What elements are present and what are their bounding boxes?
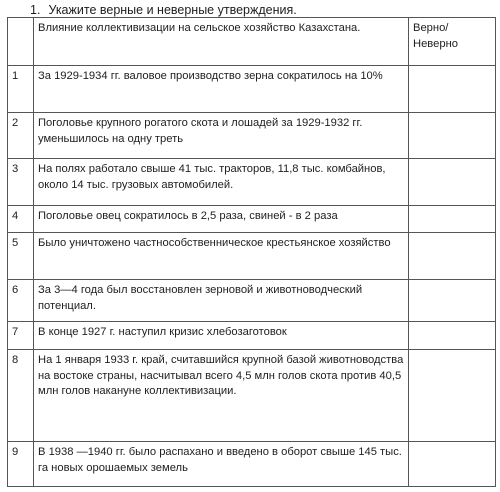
row-answer-cell[interactable] xyxy=(409,206,496,233)
task-heading xyxy=(30,2,297,18)
table-row xyxy=(8,280,496,322)
header-statement-cell: Влияние коллективизации на сельское хозяйство Казахстана. xyxy=(34,18,409,66)
statements-table xyxy=(7,17,496,487)
row-number: 7 xyxy=(8,322,34,350)
row-answer-cell[interactable] xyxy=(409,350,496,442)
header-answer-cell: Верно/ Неверно xyxy=(409,18,496,66)
row-statement: За 1929-1934 гг. валовое производство зерна сократилось на 10% xyxy=(34,66,409,113)
row-answer-cell[interactable] xyxy=(409,233,496,280)
row-answer-cell[interactable] xyxy=(409,280,496,322)
row-answer-cell[interactable] xyxy=(409,113,496,159)
row-statement: На полях работало свыше 41 тыс. тракторов, 11,8 тыс. комбайнов, около 14 тыс. грузовых автомобилей. xyxy=(34,159,409,206)
row-number: 9 xyxy=(8,442,34,487)
table-row xyxy=(8,159,496,206)
row-answer-cell[interactable] xyxy=(409,159,496,206)
row-number: 8 xyxy=(8,350,34,442)
row-answer-cell[interactable] xyxy=(409,442,496,487)
row-number: 6 xyxy=(8,280,34,322)
row-statement: За 3—4 года был восстановлен зерновой и животноводческий потенциал. xyxy=(34,280,409,322)
table-row xyxy=(8,233,496,280)
row-answer-cell[interactable] xyxy=(409,66,496,113)
row-statement: Поголовье овец сократилось в 2,5 раза, свиней - в 2 раза xyxy=(34,206,409,233)
row-statement: Поголовье крупного рогатого скота и лошадей за 1929-1932 гг. уменьшилось на одну треть xyxy=(34,113,409,159)
header-number-cell xyxy=(8,18,34,66)
row-number: 4 xyxy=(8,206,34,233)
row-answer-cell[interactable] xyxy=(409,322,496,350)
row-statement: Было уничтожено частнособственническое крестьянское хозяйство xyxy=(34,233,409,280)
row-number: 5 xyxy=(8,233,34,280)
task-title: Укажите верные и неверные утверждения. xyxy=(48,3,297,17)
row-number: 3 xyxy=(8,159,34,206)
row-statement: В 1938 —1940 гг. было распахано и введено в оборот свыше 145 тыс. га новых орошаемых земель xyxy=(34,442,409,487)
table-row xyxy=(8,322,496,350)
row-number: 2 xyxy=(8,113,34,159)
row-statement: На 1 января 1933 г. край, считавшийся крупной базой животноводства на востоке страны, насчитывал всего 4,5 млн голов скота против 40,5 млн голов накануне коллективизации. xyxy=(34,350,409,442)
table-row xyxy=(8,350,496,442)
row-statement: В конце 1927 г. наступил кризис хлебозаготовок xyxy=(34,322,409,350)
table-row xyxy=(8,113,496,159)
table-header-row xyxy=(8,18,496,66)
row-number: 1 xyxy=(8,66,34,113)
table-row xyxy=(8,206,496,233)
task-number: 1. xyxy=(30,3,41,17)
table-row xyxy=(8,66,496,113)
table-row xyxy=(8,442,496,487)
